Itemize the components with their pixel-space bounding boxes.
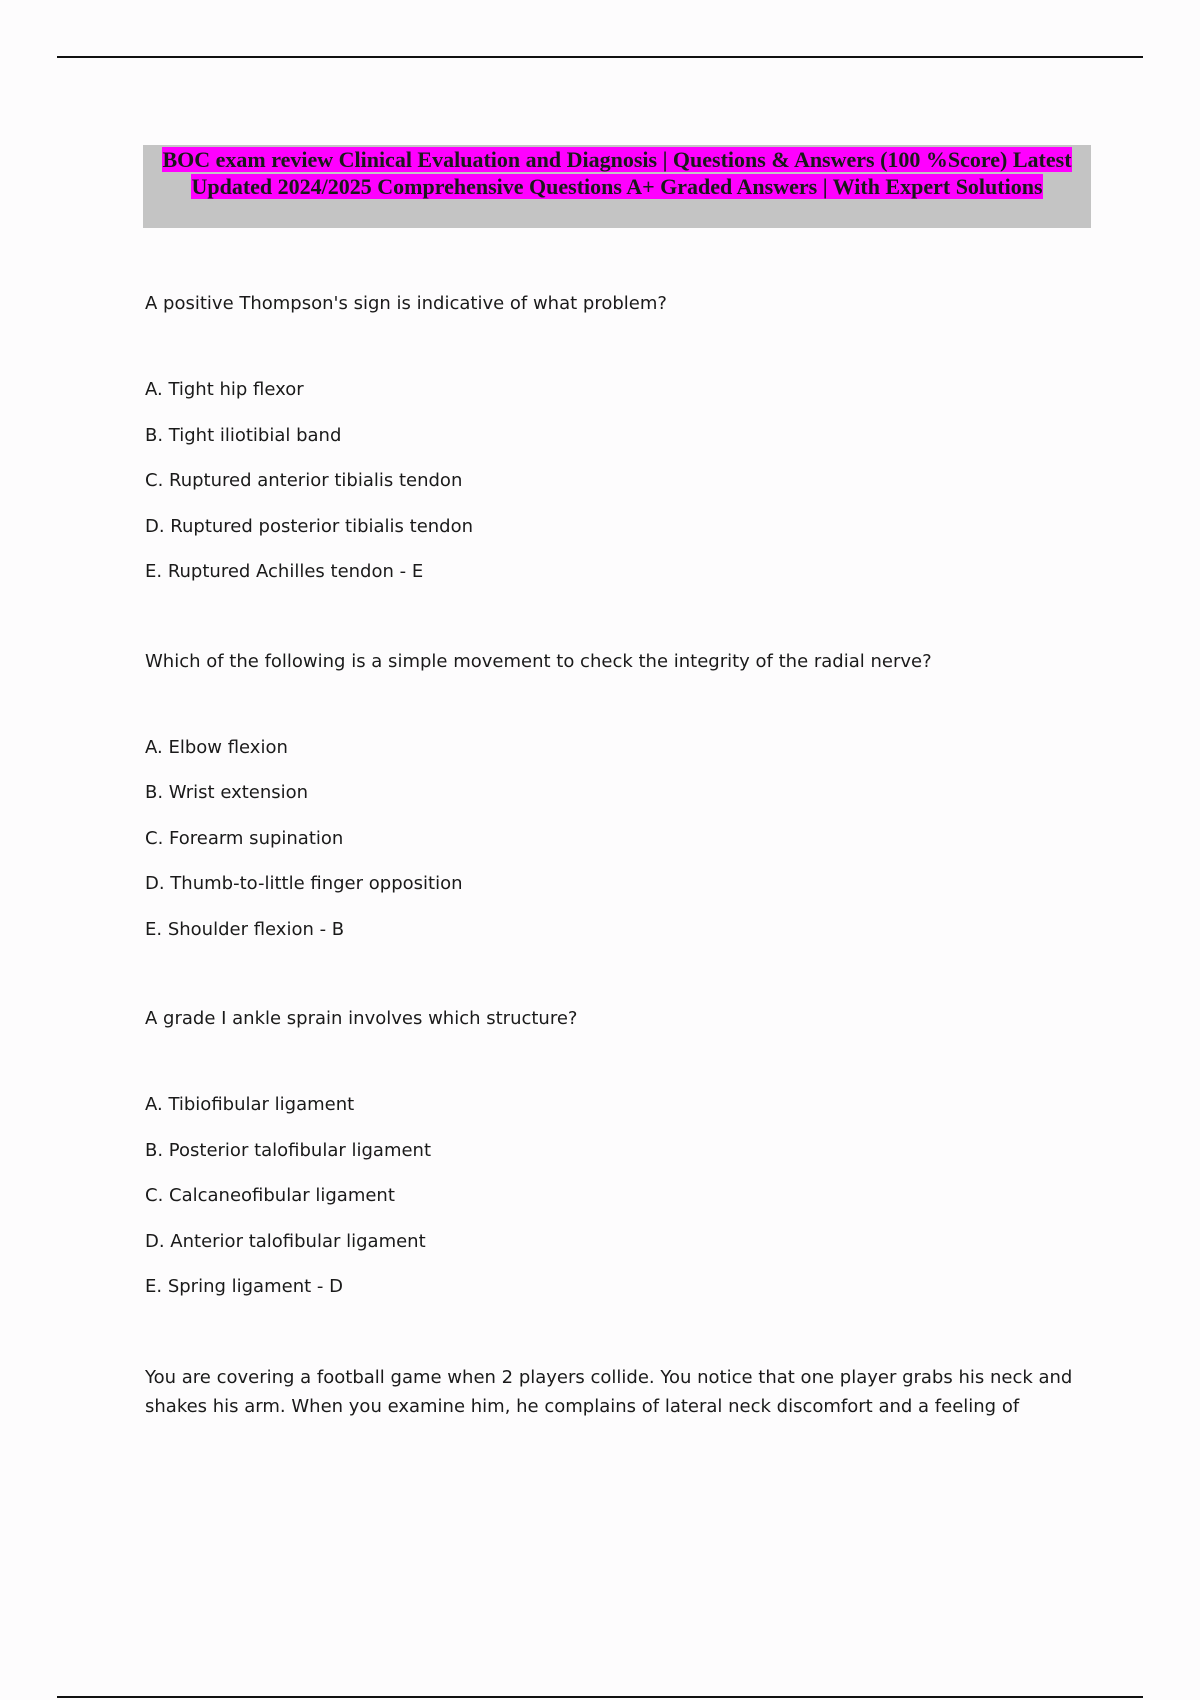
answer-options: [145, 376, 1085, 604]
answer-option: D. Anterior talofibular ligament: [145, 1230, 426, 1252]
answer-options: [145, 734, 1085, 962]
header-rule: [57, 56, 1143, 58]
answer-option: E. Shoulder flexion - B: [145, 918, 345, 940]
answer-option: C. Calcaneofibular ligament: [145, 1185, 395, 1206]
document-title-box: [143, 145, 1091, 228]
question-block-2: [145, 648, 1085, 962]
answer-options: [145, 1091, 1085, 1319]
question-block-3: [145, 1005, 1085, 1319]
question-text: Which of the following is a simple movement to check the integrity of the radial nerve?: [145, 650, 932, 672]
answer-option: A. Tibiofibular ligament: [145, 1094, 355, 1115]
answer-option: A. Tight hip flexor: [145, 379, 304, 400]
document-body: [145, 290, 1085, 1465]
footer-rule: [57, 1696, 1143, 1698]
answer-option: E. Ruptured Achilles tendon - E: [145, 561, 424, 582]
question-block-1: [145, 290, 1085, 604]
question-text: You are covering a football game when 2 players collide. You notice that one player grabs his neck and shakes his arm. When you examine him, he complains of lateral neck discomfort and a feeling of: [145, 1366, 1073, 1417]
answer-option: D. Ruptured posterior tibialis tendon: [145, 515, 474, 537]
answer-option: C. Forearm supination: [145, 827, 344, 849]
answer-option: B. Wrist extension: [145, 782, 309, 803]
question-text: A grade I ankle sprain involves which structure?: [145, 1008, 578, 1029]
question-block-4: [145, 1363, 1085, 1421]
answer-option: C. Ruptured anterior tibialis tendon: [145, 470, 463, 491]
answer-option: E. Spring ligament - D: [145, 1276, 343, 1297]
answer-option: B. Tight iliotibial band: [145, 424, 342, 446]
document-title: BOC exam review Clinical Evaluation and Diagnosis | Questions & Answers (100 %Score) Latest Updated 2024/2025 Comprehensive Questions A+ Graded Answers | With Expert Solutions: [162, 147, 1072, 199]
answer-option: A. Elbow flexion: [145, 736, 288, 758]
question-text: A positive Thompson's sign is indicative of what problem?: [145, 293, 667, 314]
answer-option: B. Posterior talofibular ligament: [145, 1139, 432, 1161]
answer-option: D. Thumb-to-little finger opposition: [145, 873, 463, 894]
